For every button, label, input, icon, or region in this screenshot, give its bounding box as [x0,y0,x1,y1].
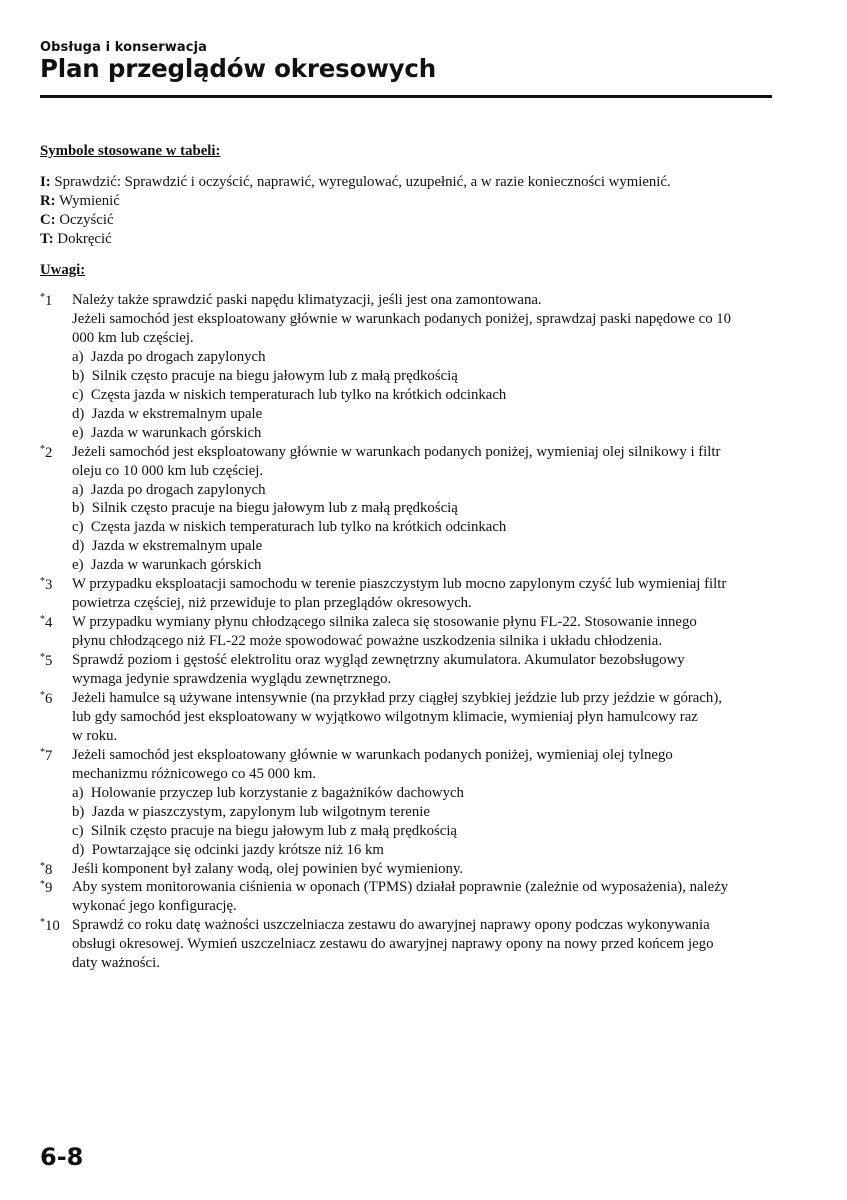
note-number: 9 [45,880,53,897]
note-subitem: c) Częsta jazda w niskich temperaturach lub tylko na krótkich odcinkach [72,519,507,536]
asterisk-glyph: * [40,614,45,626]
note-marker [40,614,52,632]
note-subitem: b) Silnik często pracuje na biegu jałowym lub z małą prędkością [72,367,458,384]
asterisk-glyph: * [40,860,45,872]
page-title: Plan przeglądów okresowych [40,54,436,83]
note-line: W przypadku eksploatacji samochodu w terenie piaszczystym lub mocno zapylonym czyść lub wymieniaj filtr [72,576,727,593]
symbol-text: Oczyścić [59,212,114,228]
note-line: daty ważności. [72,955,160,972]
note-subitem: c) Silnik często pracuje na biegu jałowym lub z małą prędkością [72,822,458,839]
symbol-text: Wymienić [59,193,120,209]
note-number: 8 [45,861,53,878]
symbol-key: R: [40,193,56,209]
symbol-text: Sprawdzić: Sprawdzić i oczyścić, naprawić, wyregulować, uzupełnić, a w razie konieczności wymienić. [54,174,671,190]
note-line: Jeżeli samochód jest eksploatowany głównie w warunkach podanych poniżej, sprawdzaj paski napędowe co 10 [72,310,732,327]
note-subitem: e) Jazda w warunkach górskich [72,557,262,574]
page-number: 6-8 [40,1143,84,1171]
section-label: Obsługa i konserwacja [40,40,208,55]
title-divider [40,95,772,98]
asterisk-glyph: * [40,576,45,588]
note-marker [40,292,52,310]
note-line: płynu chłodzącego niż FL-22 może spowodować poważne uszkodzenia silnika i układu chłodzenia. [72,633,663,650]
note-line: powietrza częściej, niż przewiduje to plan przeglądów okresowych. [72,595,472,612]
note-subitem: d) Powtarzające się odcinki jazdy krótsze niż 16 km [72,841,384,858]
note-line: Jeżeli samochód jest eksploatowany głównie w warunkach podanych poniżej, wymieniaj olej silnikowy i filtr [72,443,721,460]
symbol-item [40,193,120,210]
asterisk-glyph: * [40,746,45,758]
note-subitem: b) Silnik często pracuje na biegu jałowym lub z małą prędkością [72,500,458,517]
note-line: Sprawdź poziom i gęstość elektrolitu oraz wygląd zewnętrzny akumulatora. Akumulator bezobsługowy [72,652,685,669]
note-subitem: a) Holowanie przyczep lub korzystanie z bagażników dachowych [72,784,464,801]
symbol-item [40,212,114,229]
symbol-item [40,174,671,191]
note-number: 7 [45,747,53,764]
asterisk-glyph: * [40,879,45,891]
symbols-heading: Symbole stosowane w tabeli: [40,143,221,159]
note-number: 6 [45,690,53,707]
note-subitem: d) Jazda w ekstremalnym upale [72,538,263,555]
note-subitem: e) Jazda w warunkach górskich [72,424,262,441]
note-number: 5 [45,653,53,670]
asterisk-glyph: * [40,443,45,455]
notes-heading: Uwagi: [40,262,86,278]
asterisk-glyph: * [40,652,45,664]
note-marker [40,652,52,670]
note-subitem: a) Jazda po drogach zapylonych [72,481,266,498]
note-line: W przypadku wymiany płynu chłodzącego silnika zaleca się stosowanie płynu FL-22. Stosowanie innego [72,614,697,631]
note-line: obsługi okresowej. Wymień uszczelniacz zestawu do awaryjnej naprawy opony na nowy przed końcem jego [72,936,714,953]
note-marker [40,917,60,935]
note-line: Jeżeli hamulce są używane intensywnie (na przykład przy ciągłej szybkiej jeździe lub przy jeździe w górach), [72,689,722,706]
note-number: 2 [45,444,53,461]
note-line: lub gdy samochód jest eksploatowany w wyjątkowo wilgotnym klimacie, wymieniaj płyn hamulcowy raz [72,708,698,725]
note-line: 000 km lub częściej. [72,329,194,346]
symbol-key: T: [40,231,54,247]
asterisk-glyph: * [40,292,45,303]
asterisk-glyph: * [40,689,45,701]
symbol-text: Dokręcić [57,231,112,247]
symbol-item [40,231,112,248]
note-line: Aby system monitorowania ciśnienia w oponach (TPMS) działał poprawnie (zależnie od wyposażenia), należy [72,879,729,896]
note-line: wymaga jedynie sprawdzenia wyglądu zewnętrznego. [72,671,392,687]
note-subitem: a) Jazda po drogach zapylonych [72,348,266,365]
note-line: Jeśli komponent był zalany wodą, olej powinien być wymieniony. [72,860,464,877]
note-number: 4 [45,615,53,632]
note-marker [40,879,52,897]
note-line: Sprawdź co roku datę ważności uszczelniacza zestawu do awaryjnej naprawy opony podczas wykonywania [72,917,710,934]
symbol-key: I: [40,174,51,190]
note-marker [40,861,52,879]
note-marker [40,690,52,708]
note-marker [40,576,52,594]
note-number: 1 [45,293,53,309]
note-line: wykonać jego konfigurację. [72,898,237,915]
note-number: 10 [45,918,60,935]
symbol-key: C: [40,212,56,228]
note-number: 3 [45,577,53,594]
note-line: Jeżeli samochód jest eksploatowany głównie w warunkach podanych poniżej, wymieniaj olej tylnego [72,746,673,763]
note-subitem: c) Częsta jazda w niskich temperaturach lub tylko na krótkich odcinkach [72,386,507,403]
note-line: w roku. [72,727,118,744]
note-marker [40,747,52,765]
asterisk-glyph: * [40,917,45,929]
note-line: Należy także sprawdzić paski napędu klimatyzacji, jeśli jest ona zamontowana. [72,292,542,308]
note-subitem: b) Jazda w piaszczystym, zapylonym lub wilgotnym terenie [72,803,430,820]
note-line: mechanizmu różnicowego co 45 000 km. [72,765,317,782]
note-marker [40,444,52,462]
note-subitem: d) Jazda w ekstremalnym upale [72,405,263,422]
note-line: oleju co 10 000 km lub częściej. [72,462,264,479]
